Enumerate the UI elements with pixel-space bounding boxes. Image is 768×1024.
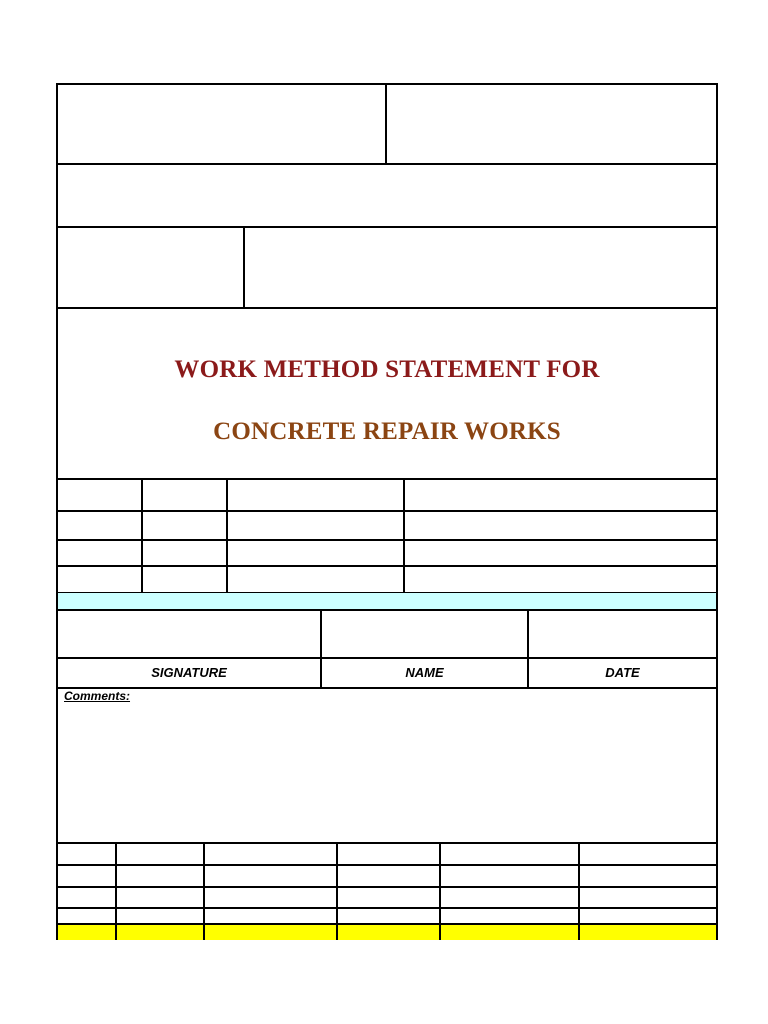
title-bottom-line (58, 478, 716, 480)
bottom-grid-col-divider-5 (578, 842, 580, 940)
comments-bottom-line (58, 842, 716, 844)
revision-col-divider-1 (141, 478, 143, 592)
document-title-line2: CONCRETE REPAIR WORKS (213, 418, 561, 445)
bottom-grid-col-divider-3 (336, 842, 338, 940)
document-form (56, 83, 718, 940)
bottom-grid-row-line-4 (58, 923, 716, 925)
header-divider (385, 85, 387, 163)
comments-label: Comments: (64, 689, 131, 703)
bottom-grid-row-line-2 (58, 886, 716, 888)
date-label: DATE (605, 665, 640, 680)
cyan-separator-band (58, 593, 716, 609)
reference-divider (243, 226, 245, 307)
bottom-grid-col-divider-2 (203, 842, 205, 940)
revision-row-line-2 (58, 539, 716, 541)
project-row-bottom-line (58, 226, 716, 228)
bottom-grid-row-line-1 (58, 864, 716, 866)
signature-label: SIGNATURE (151, 665, 227, 680)
bottom-grid-row-line-3 (58, 907, 716, 909)
document-title-line1: WORK METHOD STATEMENT FOR (174, 356, 600, 383)
revision-col-divider-2 (226, 478, 228, 592)
yellow-highlight-row (58, 925, 716, 940)
header-bottom-line (58, 163, 716, 165)
name-label: NAME (405, 665, 444, 680)
revision-col-divider-3 (403, 478, 405, 592)
bottom-grid-col-divider-4 (439, 842, 441, 940)
approval-label-top-line (58, 657, 716, 659)
approval-bottom-line (58, 687, 716, 689)
revision-row-line-1 (58, 510, 716, 512)
revision-row-line-3 (58, 565, 716, 567)
cyan-band-bottom-line (58, 609, 716, 611)
bottom-grid-col-divider-1 (115, 842, 117, 940)
reference-row-bottom-line (58, 307, 716, 309)
